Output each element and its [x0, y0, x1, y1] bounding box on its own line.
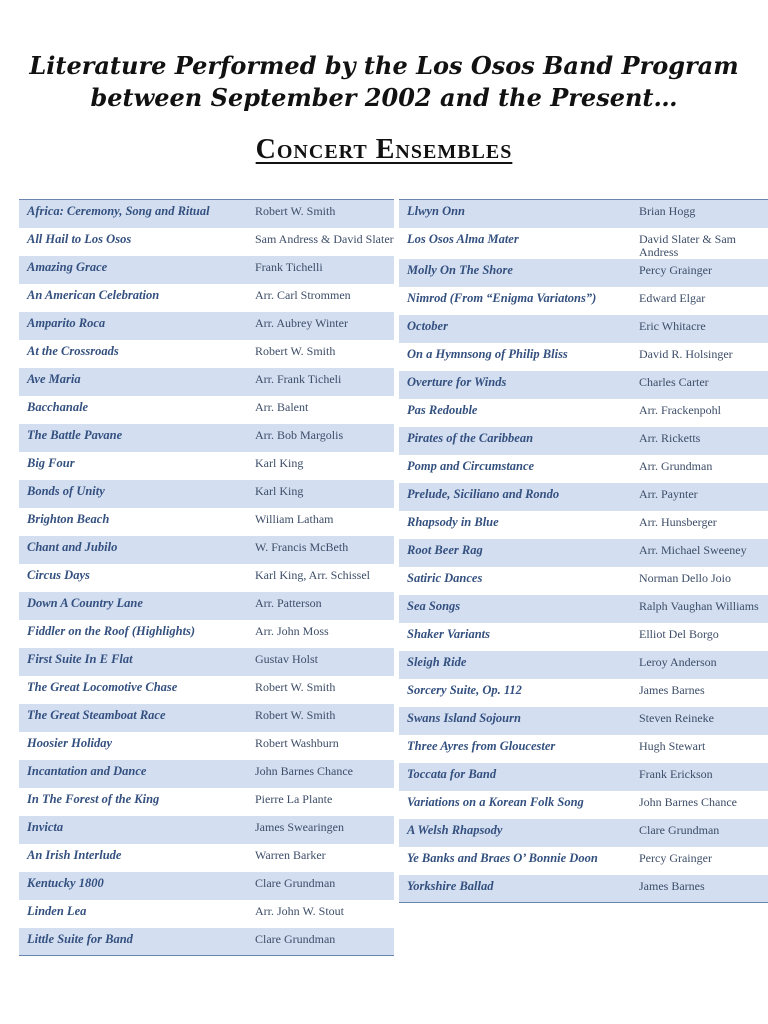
composer-name: James Barnes — [639, 682, 705, 697]
composer-name: Sam Andress & David Slater — [255, 231, 394, 246]
composer-name: Arr. Grundman — [639, 458, 713, 473]
piece-title: Invicta — [19, 816, 251, 844]
composer-name: Karl King — [255, 455, 304, 470]
piece-title: Fiddler on the Roof (Highlights) — [27, 623, 196, 638]
table-row — [19, 284, 394, 312]
table-row — [399, 791, 768, 819]
piece-title: In The Forest of the King — [27, 791, 160, 806]
composer-name: Arr. Frackenpohl — [639, 402, 721, 417]
piece-title: Incantation and Dance — [19, 760, 251, 788]
table-row — [19, 480, 394, 508]
table-row — [399, 511, 768, 539]
piece-title: The Great Locomotive Chase — [27, 679, 178, 694]
page-title: Literature Performed by the Los Osos Band Program between September 2002 and the Present… — [29, 51, 739, 112]
piece-title: Big Four — [27, 455, 75, 470]
table-row — [399, 735, 768, 763]
composer-name: Arr. Balent — [255, 399, 309, 414]
piece-title: Yorkshire Ballad — [399, 875, 635, 903]
composer-name: Arr. Patterson — [251, 592, 394, 620]
piece-title: A Welsh Rhapsody — [399, 819, 635, 847]
table-row — [19, 928, 394, 956]
piece-title: Circus Days — [27, 567, 90, 582]
composer-name: Hugh Stewart — [639, 738, 706, 753]
table-row — [399, 455, 768, 483]
piece-title: Hoosier Holiday — [27, 735, 113, 750]
piece-title: Sorcery Suite, Op. 112 — [407, 682, 522, 697]
piece-title: Ave Maria — [19, 368, 251, 396]
composer-name: Arr. Paynter — [635, 483, 768, 511]
table-row — [399, 567, 768, 595]
table-row — [399, 228, 768, 259]
table-row — [19, 592, 394, 620]
piece-title: Little Suite for Band — [19, 928, 251, 956]
composer-name: Norman Dello Joio — [639, 570, 731, 585]
table-row — [399, 399, 768, 427]
table-row — [399, 847, 768, 875]
composer-name: Brian Hogg — [635, 200, 768, 228]
composer-name: Arr. Hunsberger — [639, 514, 717, 529]
composer-name: Arr. Frank Ticheli — [251, 368, 394, 396]
table-row — [19, 648, 394, 676]
section-heading — [0, 134, 768, 166]
table-row — [19, 424, 394, 452]
table-row — [19, 508, 394, 536]
composer-name: Frank Erickson — [635, 763, 768, 791]
composer-name: Edward Elgar — [639, 290, 706, 305]
piece-title: Shaker Variants — [407, 626, 491, 641]
repertoire-table-right — [399, 199, 768, 903]
table-row — [399, 679, 768, 707]
table-row — [399, 623, 768, 651]
piece-title: An Irish Interlude — [27, 847, 122, 862]
table-row — [399, 707, 768, 735]
composer-name: Robert W. Smith — [255, 343, 336, 358]
piece-title: Bacchanale — [27, 399, 89, 414]
piece-title: Brighton Beach — [27, 511, 110, 526]
composer-name: Elliot Del Borgo — [639, 626, 719, 641]
table-row — [399, 651, 768, 679]
piece-title: An American Celebration — [27, 287, 160, 302]
composer-name: Charles Carter — [635, 371, 768, 399]
table-row — [399, 595, 768, 623]
piece-title: Overture for Winds — [399, 371, 635, 399]
composer-name: James Barnes — [635, 875, 768, 903]
composer-name: Arr. Carl Strommen — [255, 287, 351, 302]
piece-title: Africa: Ceremony, Song and Ritual — [19, 200, 251, 228]
table-row — [19, 536, 394, 564]
piece-title: Amazing Grace — [19, 256, 251, 284]
table-row — [399, 819, 768, 847]
repertoire-table-left — [19, 199, 394, 956]
piece-title: Down A Country Lane — [19, 592, 251, 620]
table-row — [19, 368, 394, 396]
table-row — [19, 452, 394, 480]
composer-name: Steven Reineke — [635, 707, 768, 735]
piece-title: Sleigh Ride — [399, 651, 635, 679]
composer-name: Eric Whitacre — [635, 315, 768, 343]
piece-title: At the Crossroads — [27, 343, 119, 358]
composer-name: Ralph Vaughan Williams — [635, 595, 768, 623]
composer-name: Karl King, Arr. Schissel — [255, 567, 370, 582]
composer-name: Warren Barker — [255, 847, 326, 862]
composer-name: Robert W. Smith — [251, 704, 394, 732]
piece-title: Variations on a Korean Folk Song — [407, 794, 584, 809]
table-row — [19, 788, 394, 816]
table-row — [19, 676, 394, 704]
piece-title: Pirates of the Caribbean — [399, 427, 635, 455]
piece-title: Molly On The Shore — [399, 259, 635, 287]
table-row — [399, 259, 768, 287]
table-row — [399, 315, 768, 343]
table-row — [399, 371, 768, 399]
composer-name: William Latham — [255, 511, 334, 526]
piece-title: Bonds of Unity — [19, 480, 251, 508]
composer-name: Arr. Aubrey Winter — [251, 312, 394, 340]
piece-title: Swans Island Sojourn — [399, 707, 635, 735]
composer-name: John Barnes Chance — [251, 760, 394, 788]
table-row — [399, 763, 768, 791]
table-row — [399, 200, 768, 228]
table-row — [19, 256, 394, 284]
composer-name: Robert W. Smith — [251, 200, 394, 228]
piece-title: October — [399, 315, 635, 343]
composer-name: Leroy Anderson — [635, 651, 768, 679]
table-row — [19, 732, 394, 760]
piece-title: The Great Steamboat Race — [19, 704, 251, 732]
piece-title: All Hail to Los Osos — [27, 231, 132, 246]
table-row — [399, 343, 768, 371]
composer-name: Percy Grainger — [635, 259, 768, 287]
piece-title: Toccata for Band — [399, 763, 635, 791]
table-row — [399, 539, 768, 567]
piece-title: Sea Songs — [399, 595, 635, 623]
piece-title: First Suite In E Flat — [19, 648, 251, 676]
piece-title: Kentucky 1800 — [19, 872, 251, 900]
table-row — [19, 396, 394, 424]
composer-name: Arr. Ricketts — [635, 427, 768, 455]
composer-name: W. Francis McBeth — [251, 536, 394, 564]
piece-title: Pomp and Circumstance — [407, 458, 535, 473]
table-row — [19, 228, 394, 256]
table-row — [19, 564, 394, 592]
table-row — [19, 844, 394, 872]
table-row — [399, 287, 768, 315]
piece-title: Nimrod (From “Enigma Variatons”) — [407, 290, 597, 305]
composer-name: Percy Grainger — [639, 850, 712, 865]
composer-name: Arr. Michael Sweeney — [635, 539, 768, 567]
composer-name: Clare Grundman — [635, 819, 768, 847]
composer-name: Robert Washburn — [255, 735, 339, 750]
table-row — [19, 872, 394, 900]
piece-title: Los Osos Alma Mater — [407, 231, 519, 246]
composer-name: Frank Tichelli — [251, 256, 394, 284]
piece-title: The Battle Pavane — [19, 424, 251, 452]
piece-title: Chant and Jubilo — [19, 536, 251, 564]
table-row — [19, 312, 394, 340]
table-row — [19, 900, 394, 928]
piece-title: Pas Redouble — [407, 402, 478, 417]
piece-title: Satiric Dances — [407, 570, 483, 585]
piece-title: Three Ayres from Gloucester — [407, 738, 556, 753]
table-row — [19, 340, 394, 368]
table-row — [19, 816, 394, 844]
piece-title: Ye Banks and Braes O’ Bonnie Doon — [407, 850, 598, 865]
piece-title: Amparito Roca — [19, 312, 251, 340]
composer-name: Arr. John Moss — [255, 623, 329, 638]
table-row — [399, 427, 768, 455]
table-row — [399, 875, 768, 903]
composer-name: Pierre La Plante — [255, 791, 333, 806]
composer-name: Arr. John W. Stout — [255, 903, 345, 918]
piece-title: Prelude, Siciliano and Rondo — [399, 483, 635, 511]
piece-title: On a Hymnsong of Philip Bliss — [407, 346, 568, 361]
table-row — [19, 200, 394, 228]
composer-name: David R. Holsinger — [639, 346, 733, 361]
composer-name: John Barnes Chance — [639, 794, 737, 809]
piece-title: Llwyn Onn — [399, 200, 635, 228]
table-row — [19, 760, 394, 788]
piece-title: Linden Lea — [27, 903, 87, 918]
table-row — [19, 620, 394, 648]
table-row — [399, 483, 768, 511]
composer-name: Robert W. Smith — [255, 679, 336, 694]
composer-name: Karl King — [251, 480, 394, 508]
composer-name: Arr. Bob Margolis — [251, 424, 394, 452]
table-row — [19, 704, 394, 732]
composer-name: Gustav Holst — [251, 648, 394, 676]
piece-title: Root Beer Rag — [399, 539, 635, 567]
composer-name: James Swearingen — [251, 816, 394, 844]
section-heading-text: Concert Ensembles — [255, 134, 513, 165]
piece-title: Rhapsody in Blue — [407, 514, 499, 529]
composer-name: David Slater & Sam Andress — [639, 231, 736, 259]
composer-name: Clare Grundman — [251, 928, 394, 956]
composer-name: Clare Grundman — [251, 872, 394, 900]
